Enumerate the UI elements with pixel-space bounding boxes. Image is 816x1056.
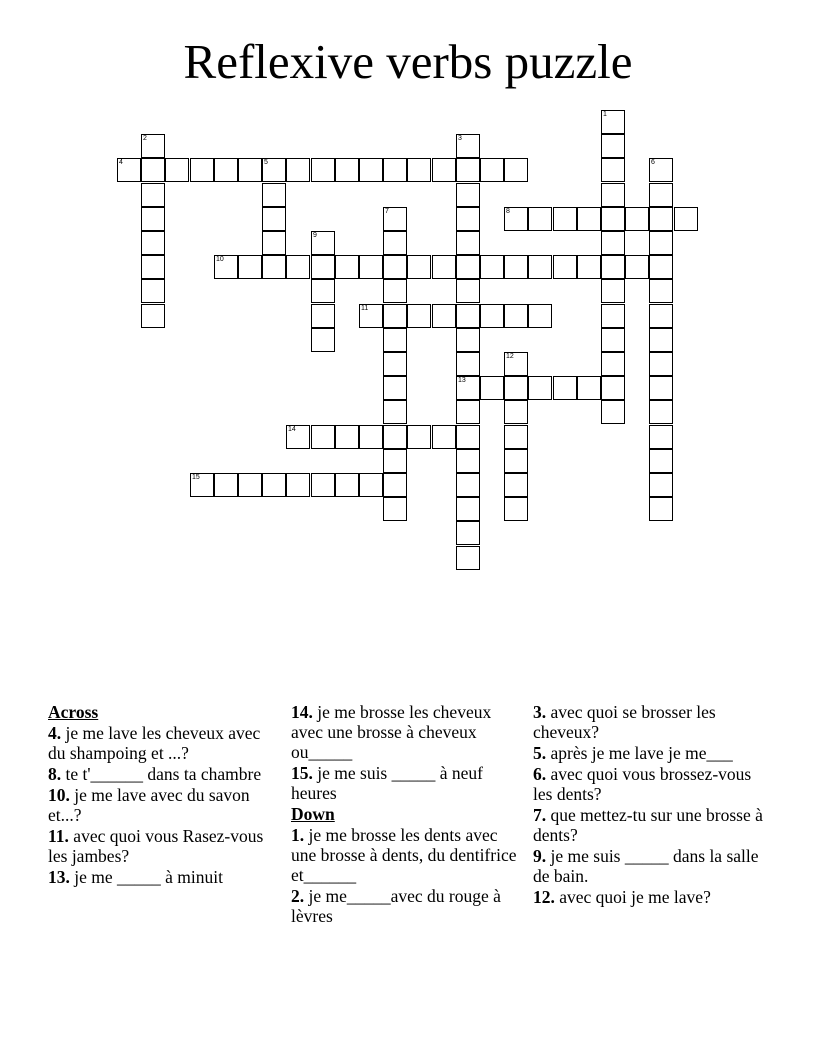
clue-down-1: 1. je me brosse les dents avec une brosse à dents, du dentifrice et______: [291, 825, 517, 885]
grid-cell[interactable]: [311, 304, 335, 328]
clue-down-3: 3. avec quoi se brosser les cheveux?: [533, 702, 716, 742]
grid-cell[interactable]: [311, 231, 335, 255]
clue-number: 10: [216, 256, 224, 263]
grid-cell[interactable]: [407, 158, 431, 182]
clue-across-14: 14. je me brosse les cheveux avec une brosse à cheveux ou_____: [291, 702, 492, 762]
grid-cell[interactable]: [480, 158, 504, 182]
grid-cell[interactable]: [456, 546, 480, 570]
grid-cell[interactable]: [456, 352, 480, 376]
clue-down-6: 6. avec quoi vous brossez-vous les dents?: [533, 764, 752, 804]
clue-column-2: [291, 702, 526, 927]
grid-cell[interactable]: [141, 134, 165, 158]
grid-cell[interactable]: [649, 158, 673, 182]
grid-cell[interactable]: [601, 400, 625, 424]
grid-cell[interactable]: [625, 255, 649, 279]
grid-cell[interactable]: [141, 158, 165, 182]
grid-cell[interactable]: [383, 231, 407, 255]
grid-cell[interactable]: [504, 158, 528, 182]
clue-number: 9: [313, 232, 317, 239]
grid-cell[interactable]: [311, 255, 335, 279]
grid-cell[interactable]: [601, 376, 625, 400]
clue-number: 11: [361, 305, 369, 312]
grid-cell[interactable]: [601, 304, 625, 328]
grid-cell[interactable]: [528, 304, 552, 328]
grid-cell[interactable]: [456, 207, 480, 231]
grid-cell[interactable]: [214, 158, 238, 182]
clue-number: 7: [385, 208, 389, 215]
grid-cell[interactable]: [383, 279, 407, 303]
grid-cell[interactable]: [335, 255, 359, 279]
clue-number: 2: [143, 135, 147, 142]
grid-cell[interactable]: [649, 304, 673, 328]
grid-cell[interactable]: [262, 183, 286, 207]
clue-number: 13: [458, 377, 466, 384]
grid-cell[interactable]: [528, 376, 552, 400]
grid-cell[interactable]: [553, 376, 577, 400]
grid-cell[interactable]: [601, 231, 625, 255]
grid-cell[interactable]: [601, 110, 625, 134]
grid-cell[interactable]: [649, 425, 673, 449]
grid-cell[interactable]: [262, 158, 286, 182]
grid-cell[interactable]: [383, 473, 407, 497]
grid-cell[interactable]: [117, 158, 141, 182]
grid-cell[interactable]: [456, 158, 480, 182]
clue-number: 4: [119, 159, 123, 166]
grid-cell[interactable]: [601, 255, 625, 279]
clue-down-9: 9. je me suis _____ dans la salle de bain.: [533, 846, 759, 886]
grid-cell[interactable]: [456, 473, 480, 497]
grid-cell[interactable]: [456, 304, 480, 328]
grid-cell[interactable]: [577, 255, 601, 279]
grid-cell[interactable]: [456, 425, 480, 449]
grid-cell[interactable]: [383, 400, 407, 424]
clue-number: 6: [651, 159, 655, 166]
grid-cell[interactable]: [311, 425, 335, 449]
grid-cell[interactable]: [649, 400, 673, 424]
grid-cell[interactable]: [383, 328, 407, 352]
grid-cell[interactable]: [456, 400, 480, 424]
grid-cell[interactable]: [504, 207, 528, 231]
grid-cell[interactable]: [311, 158, 335, 182]
grid-cell[interactable]: [262, 255, 286, 279]
grid-cell[interactable]: [238, 255, 262, 279]
grid-cell[interactable]: [504, 400, 528, 424]
clue-number: 3: [458, 135, 462, 142]
grid-cell[interactable]: [649, 183, 673, 207]
grid-cell[interactable]: [141, 207, 165, 231]
grid-cell[interactable]: [456, 255, 480, 279]
clue-across-4: 4. je me lave les cheveux avec du shampoing et ...?: [48, 723, 261, 763]
grid-cell[interactable]: [383, 449, 407, 473]
grid-cell[interactable]: [383, 497, 407, 521]
grid-cell[interactable]: [141, 304, 165, 328]
grid-cell[interactable]: [214, 473, 238, 497]
grid-cell[interactable]: [262, 231, 286, 255]
grid-cell[interactable]: [601, 158, 625, 182]
grid-cell[interactable]: [238, 473, 262, 497]
grid-cell[interactable]: [649, 473, 673, 497]
clues-section: [48, 702, 768, 962]
grid-cell[interactable]: [286, 473, 310, 497]
grid-cell[interactable]: [649, 279, 673, 303]
clue-number: 12: [506, 353, 514, 360]
grid-cell[interactable]: [141, 183, 165, 207]
clue-down-2: 2. je me_____avec du rouge à lèvres: [291, 886, 501, 926]
grid-cell[interactable]: [407, 425, 431, 449]
grid-cell[interactable]: [504, 449, 528, 473]
grid-cell[interactable]: [504, 255, 528, 279]
grid-cell[interactable]: [359, 158, 383, 182]
grid-cell[interactable]: [286, 425, 310, 449]
grid-cell[interactable]: [649, 255, 673, 279]
grid-cell[interactable]: [383, 304, 407, 328]
grid-cell[interactable]: [141, 255, 165, 279]
grid-cell[interactable]: [601, 183, 625, 207]
clue-down-12: 12. avec quoi je me lave?: [533, 887, 711, 907]
grid-cell[interactable]: [432, 425, 456, 449]
grid-cell[interactable]: [190, 473, 214, 497]
clue-across-10: 10. je me lave avec du savon et...?: [48, 785, 250, 825]
grid-cell[interactable]: [359, 255, 383, 279]
grid-cell[interactable]: [577, 207, 601, 231]
grid-cell[interactable]: [407, 255, 431, 279]
grid-cell[interactable]: [504, 425, 528, 449]
grid-cell[interactable]: [456, 231, 480, 255]
clue-number: 8: [506, 208, 510, 215]
grid-cell[interactable]: [407, 304, 431, 328]
grid-cell[interactable]: [649, 497, 673, 521]
clue-across-11: 11. avec quoi vous Rasez-vous les jambes?: [48, 826, 264, 866]
grid-cell[interactable]: [504, 352, 528, 376]
across-heading: Across: [48, 702, 99, 722]
grid-cell[interactable]: [359, 473, 383, 497]
grid-cell[interactable]: [456, 376, 480, 400]
grid-cell[interactable]: [649, 376, 673, 400]
grid-cell[interactable]: [528, 207, 552, 231]
grid-cell[interactable]: [601, 279, 625, 303]
grid-cell[interactable]: [601, 207, 625, 231]
grid-cell[interactable]: [480, 304, 504, 328]
clue-across-15: 15. je me suis _____ à neuf heures: [291, 763, 483, 803]
grid-cell[interactable]: [649, 352, 673, 376]
grid-cell[interactable]: [335, 425, 359, 449]
grid-cell[interactable]: [335, 158, 359, 182]
grid-cell[interactable]: [383, 352, 407, 376]
grid-cell[interactable]: [359, 425, 383, 449]
grid-cell[interactable]: [286, 158, 310, 182]
grid-cell[interactable]: [553, 255, 577, 279]
grid-cell[interactable]: [383, 207, 407, 231]
grid-cell[interactable]: [553, 207, 577, 231]
grid-cell[interactable]: [141, 231, 165, 255]
grid-cell[interactable]: [674, 207, 698, 231]
clue-number: 15: [192, 474, 200, 481]
grid-cell[interactable]: [649, 231, 673, 255]
down-heading: Down: [291, 804, 335, 824]
grid-cell[interactable]: [456, 449, 480, 473]
grid-cell[interactable]: [311, 279, 335, 303]
grid-cell[interactable]: [432, 158, 456, 182]
grid-cell[interactable]: [383, 158, 407, 182]
grid-cell[interactable]: [311, 328, 335, 352]
grid-cell[interactable]: [165, 158, 189, 182]
clue-across-8: 8. te t'______ dans ta chambre: [48, 764, 262, 784]
grid-cell[interactable]: [286, 255, 310, 279]
grid-cell[interactable]: [504, 376, 528, 400]
grid-cell[interactable]: [456, 279, 480, 303]
grid-cell[interactable]: [432, 255, 456, 279]
grid-cell[interactable]: [649, 449, 673, 473]
grid-cell[interactable]: [456, 134, 480, 158]
grid-cell[interactable]: [601, 328, 625, 352]
grid-cell[interactable]: [456, 497, 480, 521]
clue-number: 14: [288, 426, 296, 433]
clue-down-7: 7. que mettez-tu sur une brosse à dents?: [533, 805, 763, 845]
grid-cell[interactable]: [238, 158, 262, 182]
grid-cell[interactable]: [625, 207, 649, 231]
grid-cell[interactable]: [504, 304, 528, 328]
grid-cell[interactable]: [528, 255, 552, 279]
grid-cell[interactable]: [262, 473, 286, 497]
grid-cell[interactable]: [577, 376, 601, 400]
grid-cell[interactable]: [601, 352, 625, 376]
grid-cell[interactable]: [432, 304, 456, 328]
grid-cell[interactable]: [311, 473, 335, 497]
grid-cell[interactable]: [601, 134, 625, 158]
grid-cell[interactable]: [141, 279, 165, 303]
page-title: Reflexive verbs puzzle: [183, 34, 633, 89]
grid-cell[interactable]: [456, 521, 480, 545]
clue-number: 1: [603, 111, 607, 118]
grid-cell[interactable]: [359, 304, 383, 328]
clue-number: 5: [264, 159, 268, 166]
grid-cell[interactable]: [383, 255, 407, 279]
clue-column-3: [533, 702, 763, 908]
clue-down-5: 5. après je me lave je me___: [533, 743, 733, 763]
grid-cell[interactable]: [504, 497, 528, 521]
grid-cell[interactable]: [480, 376, 504, 400]
grid-cell[interactable]: [456, 183, 480, 207]
grid-cell[interactable]: [383, 425, 407, 449]
grid-cell[interactable]: [190, 158, 214, 182]
grid-cell[interactable]: [383, 376, 407, 400]
clue-column-1: [48, 702, 280, 888]
grid-cell[interactable]: [649, 207, 673, 231]
grid-cell[interactable]: [649, 328, 673, 352]
grid-cell[interactable]: [335, 473, 359, 497]
grid-cell[interactable]: [504, 473, 528, 497]
grid-cell[interactable]: [480, 255, 504, 279]
grid-cell[interactable]: [456, 328, 480, 352]
clue-across-13: 13. je me _____ à minuit: [48, 867, 223, 887]
grid-cell[interactable]: [262, 207, 286, 231]
grid-cell[interactable]: [214, 255, 238, 279]
